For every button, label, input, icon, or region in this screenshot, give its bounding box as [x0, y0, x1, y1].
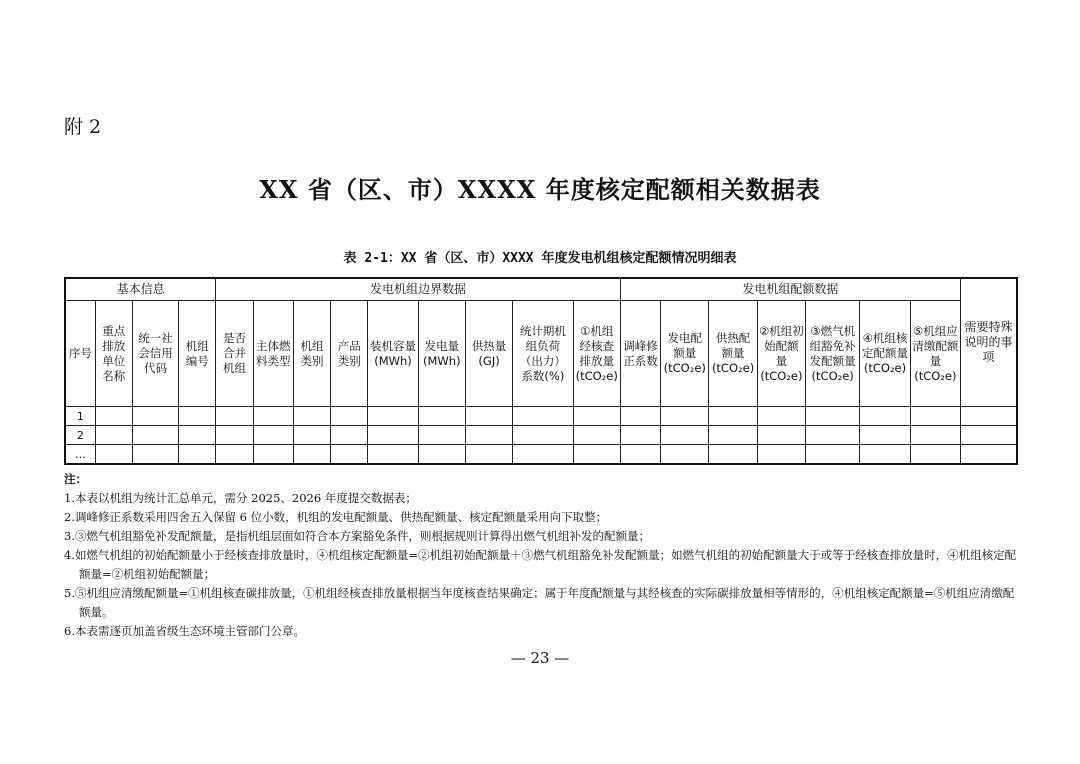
col-header-merged-unit: 是否合并机组: [216, 301, 253, 407]
col-header-special-notes: 需要特殊说明的事项: [961, 278, 1018, 407]
col-header-load-factor: 统计期机组负荷（出力）系数(%): [513, 301, 573, 407]
col-header-seq: 序号: [65, 301, 95, 407]
note-item: 4.如燃气机组的初始配额量小于经核查排放量时，④机组核定配额量=②机组初始配额量＋③燃气机组豁免补发配额量；如燃气机组的初始配额量大于或等于经核查排放量时，④机组核定配额量=②机组初始配额量；: [64, 548, 1017, 581]
row-seq: 1: [65, 407, 95, 426]
col-header-surrender-quota: ⑤机组应清缴配额量(tCO₂e): [910, 301, 960, 407]
note-item: 6.本表需逐页加盖省级生态环境主管部门公章。: [64, 624, 305, 638]
table-row: [65, 426, 1017, 445]
table-row: [65, 445, 1017, 465]
col-header-generation: 发电量(MWh): [418, 301, 465, 407]
group-header-row: [65, 278, 1017, 301]
document-title: XX 省（区、市）XXXX 年度核定配额相关数据表: [259, 175, 821, 204]
col-header-peak-correction: 调峰修正系数: [620, 301, 660, 407]
note-item: 2.调峰修正系数采用四舍五入保留 6 位小数，机组的发电配额量、供热配额量、核定配额量采用向下取整；: [64, 510, 608, 524]
row-seq: 2: [65, 426, 95, 445]
col-header-verified-emissions: ①机组经核查排放量(tCO₂e): [573, 301, 620, 407]
col-header-entity-name: 重点排放单位名称: [95, 301, 132, 407]
group-boundary-data: 发电机组边界数据: [216, 278, 620, 301]
col-header-unit-category: 机组类别: [293, 301, 330, 407]
notes-section: [64, 470, 1024, 641]
col-header-capacity: 装机容量(MWh): [368, 301, 418, 407]
col-header-gas-exemption-quota: ③燃气机组豁免补发配额量(tCO₂e): [806, 301, 860, 407]
col-header-initial-quota: ②机组初始配额量(tCO₂e): [757, 301, 805, 407]
row-seq: …: [65, 445, 95, 465]
group-basic-info: 基本信息: [65, 278, 216, 301]
col-header-unit-id: 机组编号: [179, 301, 216, 407]
notes-heading: 注：: [64, 472, 87, 486]
table-caption: 表 2-1：XX 省（区、市）XXXX 年度发电机组核定配额情况明细表: [343, 251, 737, 266]
table-row: [65, 407, 1017, 426]
note-item: 5.⑤机组应清缴配额量=①机组核查碳排放量，①机组经核查排放量根据当年度核查结果确定；属于年度配额量与其经核查的实际碳排放量相等情形的，④机组核定配额量=⑤机组应清缴配额量。: [64, 586, 1015, 619]
col-header-heat-quota: 供热配额量(tCO₂e): [709, 301, 757, 407]
page-number: — 23 —: [510, 649, 570, 667]
quota-data-table: [64, 277, 1018, 465]
col-header-credit-code: 统一社会信用代码: [132, 301, 178, 407]
col-header-heat-supply: 供热量(GJ): [465, 301, 512, 407]
col-header-product-category: 产品类别: [331, 301, 368, 407]
note-item: 3.③燃气机组豁免补发配额量，是指机组层面如符合本方案豁免条件，则根据规则计算得出燃气机组补发的配额量；: [64, 529, 650, 543]
column-header-row: [65, 301, 1017, 407]
group-quota-data: 发电机组配额数据: [620, 278, 960, 301]
col-header-fuel-type: 主体燃料类型: [253, 301, 293, 407]
attachment-label: 附 2: [64, 116, 102, 138]
col-header-approved-quota: ④机组核定配额量(tCO₂e): [860, 301, 910, 407]
note-item: 1.本表以机组为统计汇总单元，需分 2025、2026 年度提交数据表；: [64, 491, 417, 505]
col-header-power-quota: 发电配额量(tCO₂e): [661, 301, 709, 407]
